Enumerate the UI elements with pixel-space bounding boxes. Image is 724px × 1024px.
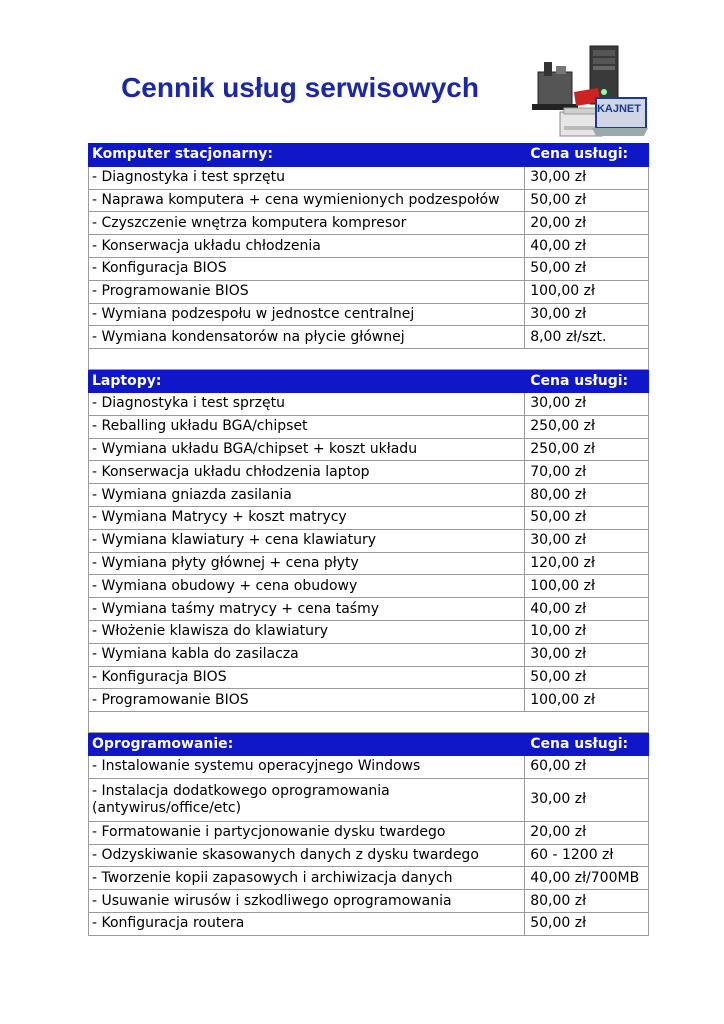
table-row — [89, 689, 649, 712]
table-row — [89, 326, 649, 349]
table-row — [89, 529, 649, 552]
service-price: 70,00 zł — [525, 461, 649, 484]
service-name: - Czyszczenie wnętrza komputera kompresor — [89, 212, 525, 235]
service-price: 60 - 1200 zł — [525, 844, 649, 867]
service-price: 30,00 zł — [525, 643, 649, 666]
spacer-cell — [89, 712, 649, 733]
table-row — [89, 912, 649, 935]
service-price: 50,00 zł — [525, 189, 649, 212]
table-row — [89, 189, 649, 212]
service-name: - Konfiguracja BIOS — [89, 257, 525, 280]
table-row — [89, 552, 649, 575]
service-name: - Wymiana obudowy + cena obudowy — [89, 575, 525, 598]
table-row — [89, 461, 649, 484]
service-name: - Wymiana kabla do zasilacza — [89, 643, 525, 666]
logo — [526, 44, 650, 140]
table-row — [89, 821, 649, 844]
service-name: - Konserwacja układu chłodzenia laptop — [89, 461, 525, 484]
service-name: - Instalacja dodatkowego oprogramowania (antywirus/office/etc) — [89, 778, 525, 821]
service-name: - Konfiguracja BIOS — [89, 666, 525, 689]
service-price: 30,00 zł — [525, 166, 649, 189]
service-price: 20,00 zł — [525, 821, 649, 844]
service-price: 30,00 zł — [525, 392, 649, 415]
table-row — [89, 620, 649, 643]
service-price: 50,00 zł — [525, 666, 649, 689]
service-name: - Programowanie BIOS — [89, 689, 525, 712]
service-name: - Naprawa komputera + cena wymienionych podzespołów — [89, 189, 525, 212]
service-price: 50,00 zł — [525, 912, 649, 935]
service-price: 30,00 zł — [525, 529, 649, 552]
section-heading: Laptopy: — [89, 370, 525, 393]
service-price: 80,00 zł — [525, 484, 649, 507]
section-heading: Komputer stacjonarny: — [89, 144, 525, 167]
service-name: - Reballing układu BGA/chipset — [89, 415, 525, 438]
section-spacer — [89, 712, 649, 733]
table-row — [89, 844, 649, 867]
table-row — [89, 303, 649, 326]
service-price: 80,00 zł — [525, 890, 649, 913]
service-price: 250,00 zł — [525, 438, 649, 461]
service-price: 10,00 zł — [525, 620, 649, 643]
price-column-heading: Cena usługi: — [525, 733, 649, 756]
table-row — [89, 212, 649, 235]
table-row — [89, 867, 649, 890]
service-price: 30,00 zł — [525, 778, 649, 821]
page-title: Cennik usług serwisowych — [121, 72, 479, 103]
service-price: 100,00 zł — [525, 689, 649, 712]
logo-text: KAJNET — [596, 103, 641, 115]
service-name: - Wymiana Matrycy + koszt matrycy — [89, 506, 525, 529]
service-price: 30,00 zł — [525, 303, 649, 326]
service-price: 20,00 zł — [525, 212, 649, 235]
section-spacer — [89, 349, 649, 370]
service-name: - Programowanie BIOS — [89, 280, 525, 303]
table-row — [89, 778, 649, 821]
service-price: 40,00 zł — [525, 235, 649, 258]
service-name: - Odzyskiwanie skasowanych danych z dysku twardego — [89, 844, 525, 867]
section-header — [89, 733, 649, 756]
table-row — [89, 415, 649, 438]
service-name: - Formatowanie i partycjonowanie dysku twardego — [89, 821, 525, 844]
service-price: 250,00 zł — [525, 415, 649, 438]
service-price: 50,00 zł — [525, 257, 649, 280]
service-name: - Wymiana gniazda zasilania — [89, 484, 525, 507]
table-row — [89, 280, 649, 303]
table-row — [89, 643, 649, 666]
table-row — [89, 438, 649, 461]
service-price: 120,00 zł — [525, 552, 649, 575]
table-row — [89, 235, 649, 258]
spacer-cell — [89, 349, 649, 370]
service-name: - Konserwacja układu chłodzenia — [89, 235, 525, 258]
service-name: - Włożenie klawisza do klawiatury — [89, 620, 525, 643]
table-row — [89, 575, 649, 598]
computer-hardware-icon — [526, 44, 650, 140]
service-name: - Usuwanie wirusów i szkodliwego oprogramowania — [89, 890, 525, 913]
table-row — [89, 598, 649, 621]
table-row — [89, 257, 649, 280]
service-name: - Wymiana układu BGA/chipset + koszt układu — [89, 438, 525, 461]
service-price: 50,00 zł — [525, 506, 649, 529]
section-header — [89, 370, 649, 393]
service-price: 40,00 zł — [525, 598, 649, 621]
table-row — [89, 890, 649, 913]
service-price: 40,00 zł/700MB — [525, 867, 649, 890]
price-column-heading: Cena usługi: — [525, 144, 649, 167]
price-table — [88, 143, 649, 936]
table-row — [89, 755, 649, 778]
service-name: - Wymiana taśmy matrycy + cena taśmy — [89, 598, 525, 621]
service-price: 100,00 zł — [525, 575, 649, 598]
table-row — [89, 506, 649, 529]
table-row — [89, 392, 649, 415]
service-name: - Instalowanie systemu operacyjnego Windows — [89, 755, 525, 778]
service-price: 100,00 zł — [525, 280, 649, 303]
service-name: - Konfiguracja routera — [89, 912, 525, 935]
section-header — [89, 144, 649, 167]
service-price: 8,00 zł/szt. — [525, 326, 649, 349]
service-name: - Tworzenie kopii zapasowych i archiwizacja danych — [89, 867, 525, 890]
table-row — [89, 166, 649, 189]
table-row — [89, 666, 649, 689]
service-name: - Wymiana podzespołu w jednostce centralnej — [89, 303, 525, 326]
price-column-heading: Cena usługi: — [525, 370, 649, 393]
service-name: - Wymiana klawiatury + cena klawiatury — [89, 529, 525, 552]
table-row — [89, 484, 649, 507]
service-name: - Wymiana kondensatorów na płycie głównej — [89, 326, 525, 349]
section-heading: Oprogramowanie: — [89, 733, 525, 756]
service-name: - Wymiana płyty głównej + cena płyty — [89, 552, 525, 575]
service-name: - Diagnostyka i test sprzętu — [89, 166, 525, 189]
service-price: 60,00 zł — [525, 755, 649, 778]
service-name: - Diagnostyka i test sprzętu — [89, 392, 525, 415]
